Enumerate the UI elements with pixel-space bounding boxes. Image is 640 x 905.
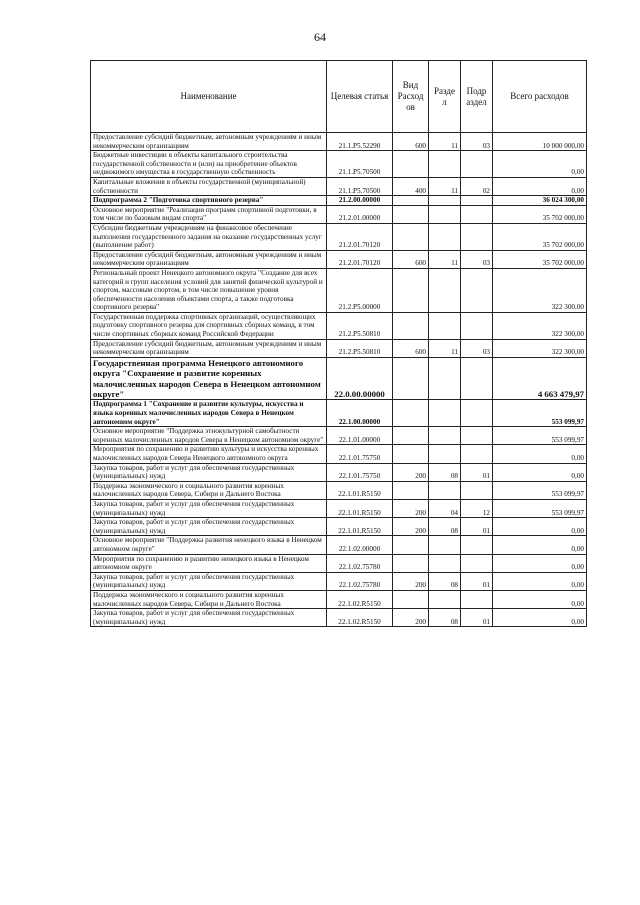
cell-subsection <box>461 427 493 445</box>
table-row <box>91 427 587 445</box>
cell-total: 0,00 <box>493 590 587 608</box>
cell-name: Государственная программа Ненецкого автономного округа "Сохранение и развитие коренных малочисленных народов Севера в Ненецком автономном округе" <box>91 357 327 400</box>
table-row <box>91 339 587 357</box>
cell-name: Закупка товаров, работ и услуг для обеспечения государственных (муниципальных) нужд <box>91 500 327 518</box>
cell-total: 0,00 <box>493 518 587 536</box>
cell-target: 22.1.01.00000 <box>327 427 393 445</box>
cell-section <box>429 196 461 206</box>
cell-name: Региональный проект Ненецкого автономного округа "Создание для всех категорий и групп населения условий для занятий физической культурой и спортом, массовым спортом, в том числе повышение уровня обеспеченности населения объектами спорта, а также подготовка спортивного резерва" <box>91 268 327 312</box>
header-total: Всего расходов <box>493 61 587 133</box>
table-body <box>91 133 587 627</box>
cell-type <box>393 554 429 572</box>
table-row <box>91 133 587 151</box>
cell-name: Предоставление субсидий бюджетным, автономным учреждениям и иным некоммерческим организациям <box>91 339 327 357</box>
cell-subsection: 12 <box>461 500 493 518</box>
cell-subsection: 01 <box>461 518 493 536</box>
cell-name: Государственная поддержка спортивных организаций, осуществляющих подготовку спортивного резерва для спортивных сборных команд, в том числе спортивных сборных команд Российской Федерации <box>91 312 327 339</box>
cell-name: Поддержка экономического и социального развития коренных малочисленных народов Севера, Сибири и Дальнего Востока <box>91 590 327 608</box>
cell-section: 08 <box>429 463 461 481</box>
header-type: Вид Расход ов <box>393 61 429 133</box>
cell-total: 36 024 300,00 <box>493 196 587 206</box>
cell-subsection <box>461 554 493 572</box>
cell-section <box>429 357 461 400</box>
cell-target: 22.1.02.75780 <box>327 554 393 572</box>
cell-target: 21.2.01.70120 <box>327 223 393 250</box>
table-row <box>91 518 587 536</box>
cell-name: Закупка товаров, работ и услуг для обеспечения государственных (муниципальных) нужд <box>91 463 327 481</box>
cell-section <box>429 400 461 427</box>
cell-section: 11 <box>429 133 461 151</box>
table-row <box>91 481 587 499</box>
cell-subsection <box>461 268 493 312</box>
cell-subsection <box>461 223 493 250</box>
cell-name: Закупка товаров, работ и услуг для обеспечения государственных (муниципальных) нужд <box>91 609 327 627</box>
cell-total: 0,00 <box>493 177 587 195</box>
cell-total: 0,00 <box>493 445 587 463</box>
cell-subsection <box>461 357 493 400</box>
cell-subsection: 01 <box>461 609 493 627</box>
header-target: Целевая статья <box>327 61 393 133</box>
cell-name: Предоставление субсидий бюджетным, автономным учреждениям и иным некоммерческим организациям <box>91 133 327 151</box>
cell-section: 08 <box>429 518 461 536</box>
cell-name: Подпрограмма 2 "Подготовка спортивного резерва" <box>91 196 327 206</box>
cell-subsection <box>461 151 493 178</box>
cell-total: 553 099,97 <box>493 400 587 427</box>
cell-name: Поддержка экономического и социального развития коренных малочисленных народов Севера, Сибири и Дальнего Востока <box>91 481 327 499</box>
cell-target: 21.2.P5.50810 <box>327 312 393 339</box>
cell-name: Бюджетные инвестиции в объекты капитального строительства государственной собственности и (или) на приобретение объектов недвижимого имущества в государственную собственность <box>91 151 327 178</box>
table-row <box>91 196 587 206</box>
cell-total: 322 300,00 <box>493 268 587 312</box>
cell-subsection <box>461 445 493 463</box>
cell-subsection <box>461 205 493 223</box>
table-row <box>91 572 587 590</box>
cell-type <box>393 196 429 206</box>
cell-subsection <box>461 481 493 499</box>
cell-name: Основное мероприятие "Реализация программ спортивной подготовки, в том числе по базовым видам спорта" <box>91 205 327 223</box>
cell-type <box>393 445 429 463</box>
table-row <box>91 151 587 178</box>
cell-subsection <box>461 590 493 608</box>
table-row <box>91 463 587 481</box>
cell-target: 22.0.00.00000 <box>327 357 393 400</box>
cell-section: 08 <box>429 572 461 590</box>
cell-section <box>429 554 461 572</box>
cell-target: 22.1.01.R5150 <box>327 481 393 499</box>
table-row <box>91 590 587 608</box>
cell-section <box>429 590 461 608</box>
cell-name: Подпрограмма 1 "Сохранение и развитие культуры, искусства и языка коренных малочисленных народов Севера в Ненецком автономном округе" <box>91 400 327 427</box>
cell-name: Закупка товаров, работ и услуг для обеспечения государственных (муниципальных) нужд <box>91 572 327 590</box>
cell-type: 200 <box>393 463 429 481</box>
cell-subsection <box>461 312 493 339</box>
cell-subsection <box>461 196 493 206</box>
cell-type <box>393 427 429 445</box>
cell-total: 4 663 479,97 <box>493 357 587 400</box>
cell-section <box>429 268 461 312</box>
cell-type: 200 <box>393 518 429 536</box>
cell-type: 600 <box>393 133 429 151</box>
cell-target: 21.1.P5.52290 <box>327 133 393 151</box>
cell-subsection: 01 <box>461 463 493 481</box>
cell-name: Основное мероприятие "Поддержка этнокультурной самобытности коренных малочисленных народов Севера в Ненецком автономном округе" <box>91 427 327 445</box>
table-row <box>91 357 587 400</box>
cell-target: 22.1.00.00000 <box>327 400 393 427</box>
table-row <box>91 250 587 268</box>
cell-total: 553 099,97 <box>493 500 587 518</box>
cell-name: Мероприятия по сохранению и развитию ненецкого языка в Ненецком автономном округе <box>91 554 327 572</box>
table-row <box>91 205 587 223</box>
cell-total: 553 099,97 <box>493 481 587 499</box>
page-number: 64 <box>314 30 326 44</box>
cell-name: Закупка товаров, работ и услуг для обеспечения государственных (муниципальных) нужд <box>91 518 327 536</box>
cell-section: 11 <box>429 250 461 268</box>
cell-total: 35 702 000,00 <box>493 205 587 223</box>
cell-section <box>429 223 461 250</box>
cell-target: 22.1.02.R5150 <box>327 609 393 627</box>
table-row <box>91 500 587 518</box>
cell-name: Предоставление субсидий бюджетным, автономным учреждениям и иным некоммерческим организациям <box>91 250 327 268</box>
cell-section <box>429 536 461 554</box>
cell-subsection: 03 <box>461 339 493 357</box>
cell-section: 04 <box>429 500 461 518</box>
table-row <box>91 554 587 572</box>
cell-type <box>393 223 429 250</box>
table-row <box>91 400 587 427</box>
cell-subsection: 01 <box>461 572 493 590</box>
cell-type <box>393 312 429 339</box>
cell-target: 22.1.02.00000 <box>327 536 393 554</box>
table-row <box>91 223 587 250</box>
cell-total: 322 300,00 <box>493 339 587 357</box>
cell-type: 600 <box>393 339 429 357</box>
cell-target: 21.1.P5.70500 <box>327 177 393 195</box>
cell-type <box>393 481 429 499</box>
cell-type: 600 <box>393 250 429 268</box>
cell-target: 21.2.01.00000 <box>327 205 393 223</box>
cell-total: 0,00 <box>493 536 587 554</box>
table-row <box>91 445 587 463</box>
cell-subsection: 03 <box>461 133 493 151</box>
cell-section: 11 <box>429 339 461 357</box>
cell-total: 0,00 <box>493 463 587 481</box>
cell-type <box>393 205 429 223</box>
cell-target: 21.2.P5.50810 <box>327 339 393 357</box>
cell-section <box>429 205 461 223</box>
cell-subsection <box>461 400 493 427</box>
header-name: Наименование <box>91 61 327 133</box>
cell-subsection <box>461 536 493 554</box>
cell-type <box>393 400 429 427</box>
header-subsection: Подр аздел <box>461 61 493 133</box>
cell-target: 21.2.P5.00000 <box>327 268 393 312</box>
cell-type: 200 <box>393 572 429 590</box>
table-row <box>91 609 587 627</box>
cell-section <box>429 312 461 339</box>
cell-target: 21.2.00.00000 <box>327 196 393 206</box>
cell-target: 22.1.01.75750 <box>327 445 393 463</box>
cell-type <box>393 268 429 312</box>
cell-total: 0,00 <box>493 572 587 590</box>
cell-name: Субсидии бюджетным учреждениям на финансовое обеспечение выполнения государственного задания на оказание государственных услуг (выполнение работ) <box>91 223 327 250</box>
cell-name: Основное мероприятие "Поддержка развития ненецкого языка в Ненецком автономном округе" <box>91 536 327 554</box>
cell-total: 0,00 <box>493 554 587 572</box>
cell-section <box>429 481 461 499</box>
cell-name: Мероприятия по сохранению и развитию культуры и искусства коренных малочисленных народов Севера Ненецкого автономного округа <box>91 445 327 463</box>
cell-total: 10 000 000,00 <box>493 133 587 151</box>
table-row <box>91 268 587 312</box>
table-row <box>91 312 587 339</box>
cell-subsection: 03 <box>461 250 493 268</box>
cell-type <box>393 357 429 400</box>
cell-name: Капитальные вложения в объекты государственной (муниципальной) собственности <box>91 177 327 195</box>
cell-type: 400 <box>393 177 429 195</box>
cell-total: 553 099,97 <box>493 427 587 445</box>
cell-subsection: 02 <box>461 177 493 195</box>
cell-type <box>393 151 429 178</box>
cell-target: 22.1.02.75780 <box>327 572 393 590</box>
cell-total: 0,00 <box>493 609 587 627</box>
cell-section <box>429 151 461 178</box>
cell-section <box>429 445 461 463</box>
cell-section <box>429 427 461 445</box>
cell-total: 35 702 000,00 <box>493 223 587 250</box>
cell-target: 22.1.01.75750 <box>327 463 393 481</box>
cell-section: 11 <box>429 177 461 195</box>
cell-target: 22.1.01.R5150 <box>327 500 393 518</box>
header-section: Разде л <box>429 61 461 133</box>
table-row <box>91 177 587 195</box>
cell-target: 21.1.P5.70500 <box>327 151 393 178</box>
cell-target: 21.2.01.70120 <box>327 250 393 268</box>
cell-section: 08 <box>429 609 461 627</box>
budget-table <box>90 60 587 627</box>
cell-total: 0,00 <box>493 151 587 178</box>
cell-type <box>393 590 429 608</box>
cell-type: 200 <box>393 500 429 518</box>
cell-total: 35 702 000,00 <box>493 250 587 268</box>
cell-target: 22.1.02.R5150 <box>327 590 393 608</box>
table-row <box>91 536 587 554</box>
cell-type <box>393 536 429 554</box>
cell-target: 22.1.01.R5150 <box>327 518 393 536</box>
table-header-row <box>91 61 587 133</box>
cell-total: 322 300,00 <box>493 312 587 339</box>
cell-type: 200 <box>393 609 429 627</box>
